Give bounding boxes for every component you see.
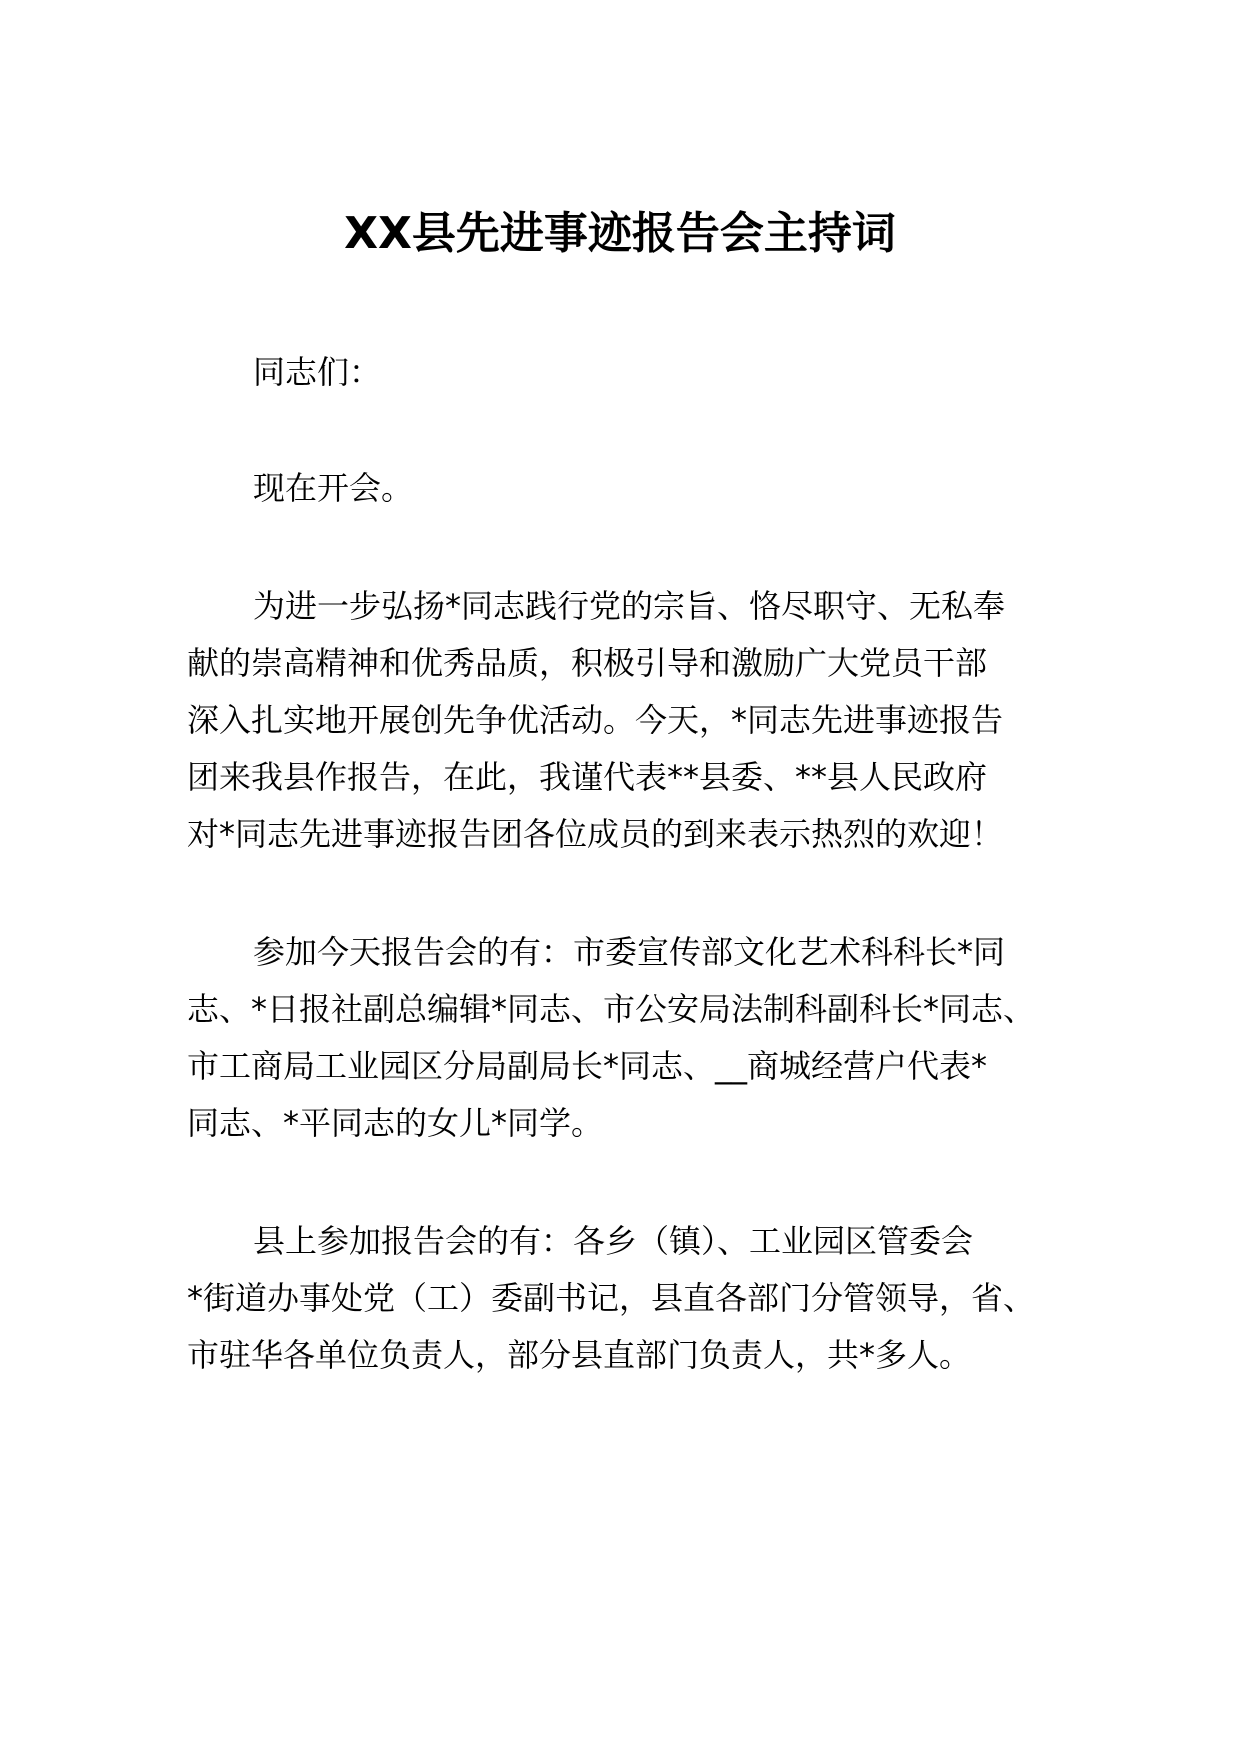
paragraph-line: 市驻华各单位负责人，部分县直部门负责人，共*多人。 <box>187 1336 972 1374</box>
paragraph-line: 对*同志先进事迹报告团各位成员的到来表示热烈的欢迎！ <box>187 815 1004 853</box>
paragraph-line: 同志们： <box>253 353 382 391</box>
paragraph-line: 现在开会。 <box>253 469 414 507</box>
paragraph-line: 参加今天报告会的有：市委宣传部文化艺术科科长*同 <box>253 933 1006 971</box>
paragraph-line: 团来我县作报告，在此，我谨代表**县委、**县人民政府 <box>187 758 988 796</box>
paragraph-line: 为进一步弘扬*同志践行党的宗旨、恪尽职守、无私奉 <box>253 587 1006 625</box>
paragraph-line: 同志、*平同志的女儿*同学。 <box>187 1104 604 1142</box>
paragraph-line: 县上参加报告会的有：各乡（镇）、工业园区管委会 <box>253 1222 974 1260</box>
paragraph-line: 市工商局工业园区分局副局长*同志、__商城经营户代表* <box>187 1047 988 1085</box>
paragraph-line: 志、*日报社副总编辑*同志、市公安局法制科副科长*同志、 <box>187 990 1036 1028</box>
paragraph-line: 献的崇高精神和优秀品质，积极引导和激励广大党员干部 <box>187 644 988 682</box>
document-title: XX县先进事迹报告会主持词 <box>344 208 896 259</box>
paragraph-line: 深入扎实地开展创先争优活动。今天，*同志先进事迹报告 <box>187 701 1004 739</box>
paragraph-line: *街道办事处党（工）委副书记，县直各部门分管领导，省、 <box>187 1279 1036 1317</box>
